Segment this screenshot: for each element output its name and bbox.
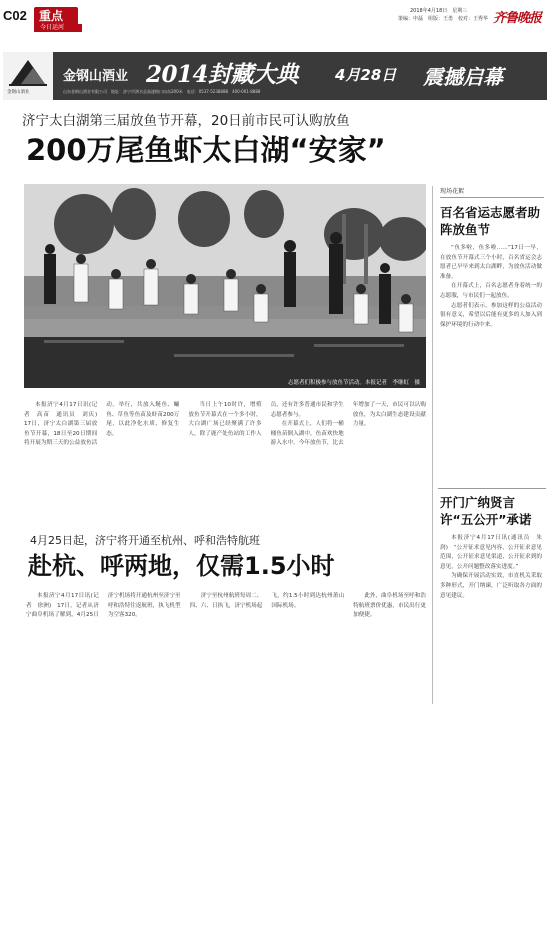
column-divider [432, 186, 433, 704]
sidebar1-paragraph: “鱼多啦，鱼多啦……”17日一早，在放鱼节开幕式三个小时，百名省运会志愿者已早早来到太白湖畔，为放鱼活动做准备。 [440, 245, 542, 280]
ad-brand: 金钢山酒业 [63, 69, 129, 84]
date-line: 2018年4月18日 星期三 [410, 8, 468, 14]
story2-paragraph: 此外，曲阜机场至呼和浩特航班票价优惠，市民出行更加便捷。 [353, 593, 426, 619]
story1-kicker: 济宁太白湖第三届放鱼节开幕，20日前市民可认购放鱼 [22, 113, 350, 129]
sidebar2-paragraph: 为确保开展活动实效，市直机关采取多种形式，开门纳谏，广泛听取各方面的意见建议。 [440, 573, 542, 599]
ad-date: 4月28日 [335, 66, 397, 84]
story2-headline: 赴杭、呼两地，仅需1.5小时 [28, 552, 335, 580]
story2-paragraph: 本报济宁4月17日讯(记者 徐洲) 17日，记者从济宁曲阜机场了解到，4月25日济宁机场将开通杭州至济宁至呼和浩特往返航班，执飞机型为空客320。 [26, 593, 181, 619]
page-number: C02 [3, 8, 27, 23]
sidebar2-body [440, 534, 542, 704]
story2-body [26, 592, 426, 704]
subsection-bar [34, 24, 82, 32]
paper-logo: 齐鲁晚报 [493, 11, 542, 26]
masthead [0, 0, 550, 30]
story1-paragraph: 本报济宁4月17日讯(记者 高苗 通讯员 刘庆) 17日，济宁太白湖第三届放鱼节开幕，18日至20日期间将开展为期三天的公益放鱼活动。举行，共放入鲢鱼、鳙鱼、草鱼等鱼苗及虾苗200万尾，以此净化水质、修复生态。 [24, 402, 180, 447]
story2-kicker: 4月25日起，济宁将开通至杭州、呼和浩特航班 [30, 534, 260, 547]
ad-slogan: 震撼启幕 [423, 65, 503, 89]
story1-paragraph: 在开幕式上，人们将一桶桶鱼苗倒入湖中，鱼苗欢快地游入水中。今年放鱼节，比去年增加了一天，市民可以认购放鱼，为太白湖生态建设贡献力量。 [270, 402, 426, 447]
sidebar1-paragraph: 志愿者们表示，参加这样的公益活动很有意义，希望以后能有更多的人加入到保护环境的行动中来。 [440, 302, 542, 328]
sidebar1-label: 现场花絮 [440, 186, 544, 198]
ad-logo-caption: 金钢山酒业 [7, 90, 30, 95]
sidebar1-body [440, 244, 542, 476]
ad-banner [3, 52, 547, 100]
section-title: 重点 [39, 9, 64, 23]
sidebar2 [438, 488, 546, 704]
story1-paragraph: 当日上午10时许，增殖放鱼节开幕式在一个多小时，大白湖广场已经聚满了许多人，除了鹿产处鱼站的工作人员，还有许多普通市民和学生志愿者参与。 [188, 402, 344, 437]
photo-caption: 志愿者们积极参与放鱼节活动。本报记者 李继虹 摄 [287, 380, 420, 386]
story2-paragraph: 济宁至杭州航班每周二、四、六、日执飞，济宁机场起飞，约1.5小时到达杭州萧山国际机场。 [189, 593, 345, 609]
ad-headline: 2014封藏大典 [146, 61, 299, 88]
sidebar2-title: 开门广纳贤言许“五公开”承诺 [440, 495, 532, 527]
sidebar1-paragraph: 在开幕式上，百名志愿者身着统一的志愿服，与市民们一起放鱼。 [440, 283, 542, 299]
mountain-logo-icon [3, 54, 53, 90]
ad-contact: 山东金钢山酒业有限公司 地址：济宁市泗水县高速路口向东200米 电话：0537-5238888 400-001-8888 [63, 89, 261, 94]
sidebar1 [438, 186, 546, 476]
ad-logo-block [3, 52, 53, 100]
story1-headline: 200万尾鱼虾太白湖“安家” [26, 133, 386, 167]
story1-body [24, 401, 426, 521]
sidebar1-title: 百名省运志愿者助阵放鱼节 [440, 205, 541, 237]
staff-line: 策编：申磊 组版：王勇 校对：王秀华 [398, 16, 489, 22]
release-fish-photo [24, 184, 426, 388]
subsection-title: 今日运河 [40, 24, 65, 31]
sidebar2-divider [438, 488, 546, 489]
story1-photo [24, 184, 426, 388]
sidebar2-paragraph: 本报济宁4月17日讯(通讯员 朱润) “公开征求意见内容，公开征求意见范围，公开征求意见渠道，公开征求到的意见，公开问题整改落实进度。” [440, 535, 542, 570]
